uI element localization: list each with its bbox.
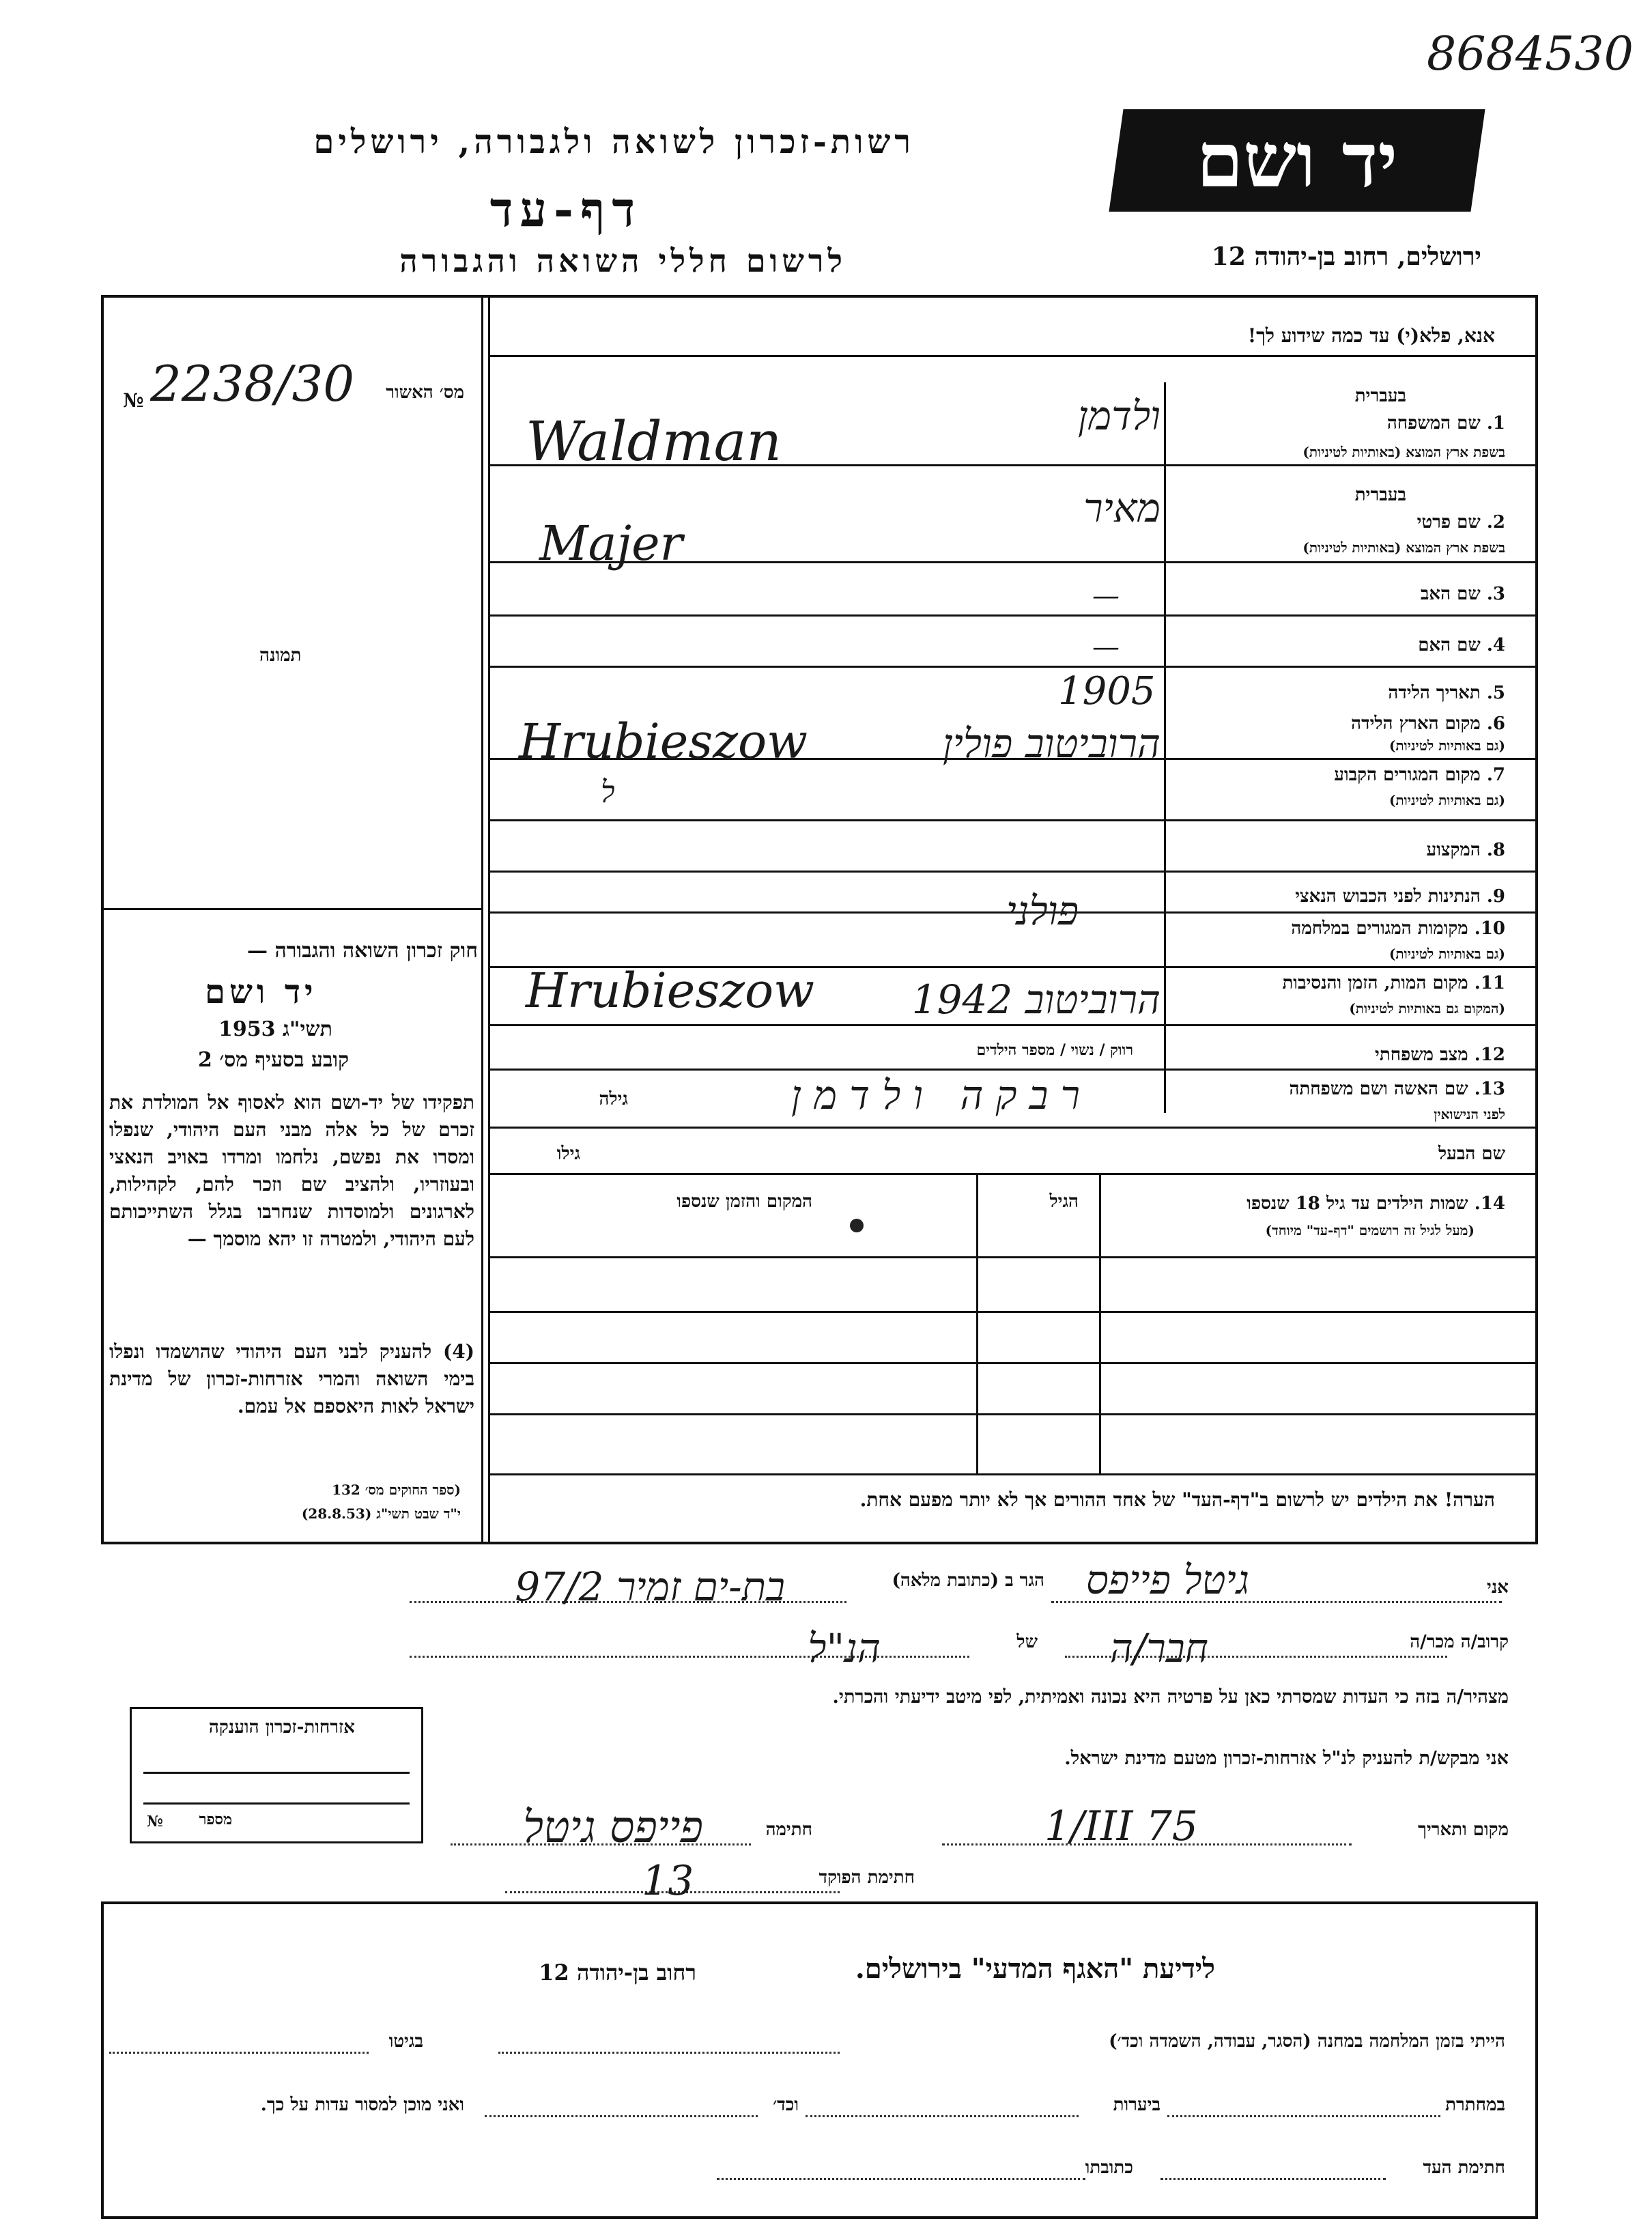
header-address: ירושלים, רחוב בן-יהודה 12 [1211,242,1481,271]
children-note: הערה! את הילדים יש לרשום ב"דף-העד" של אחד ההורים אך לא יותר מפעם אחת. [859,1488,1495,1511]
bottom-address: רחוב בן-יהודה 12 [539,1960,696,1985]
residence: ל [601,775,615,810]
wife-name: רבקה ולדמן [791,1072,1092,1118]
sidebar-text: תפקידו של יד-ושם הוא לאסוף אל המולדת את זכרם של כל אלה מבני העם היהודי, שנפלו ומסרו את נפשם, נלחמו ומרדו באויב הנאצי ובעוזריו, ולהציב שם וזכר להם, לקהילות, לארגונים ולמוסדות שנחרבו בגלל השתייכותם לעם היהודי, ולמטרה זו יהא מוסמך — [109,1091,474,1250]
birth-year: 1905 [1058,669,1156,713]
marital-options: רווק / נשוי / מספר הילדים [976,1041,1133,1059]
field-12-label: 12. מצב משפחתי [1375,1045,1505,1065]
death-hebrew: הרוביטוב 1942 [911,976,1160,1023]
field-5-label: 5. תאריך הלידה [1388,683,1505,703]
signature-label: חתימה [765,1820,812,1840]
bottom-line-2c: וכד׳ [773,2095,799,2115]
field-6-label: 6. מקום הארץ הלידה [1351,713,1505,734]
field-10-sub: (גם באותיות לטיניות) [1388,946,1505,962]
declarant-address: בת-ים זמיר 97/2 [515,1564,785,1610]
bottom-line-1-blank [498,2052,840,2054]
bottom-line-2a: במחתרת [1445,2095,1505,2115]
field-9-label: 9. הנתינות לפני הכבוש הנאצי [1295,886,1505,907]
field-1-sub: בשפת ארץ המוצא (באותיות לטיניות) [1302,444,1505,460]
form-title: דף-עד [489,181,642,238]
logo-text: יד ושם [1196,116,1398,204]
sidebar-year: תשי"ג 1953 [218,1017,332,1041]
request-text: אני מבקש/ת להעניק לנ"ל אזרחות-זכרון מטעם מדינת ישראל. [1064,1748,1509,1769]
age-label-2: גילו [556,1144,580,1164]
field-10-label: 10. מקומות המגורים במלחמה [1291,918,1505,939]
field-7-label: 7. מקום המגורים הקבוע [1334,765,1505,785]
birthplace-latin: Hrubieszow [519,713,808,769]
sidebar-section: קובע בסעיף מס׳ 2 [198,1048,350,1072]
row-line-8 [488,871,1538,873]
citizenship-line-2 [143,1802,410,1805]
citizenship-box-num: מספר [199,1811,232,1828]
declarant-address-label: הגר ב (כתובת מלאה) [892,1570,1044,1591]
field-7-sub: (גם באותיות לטיניות) [1388,792,1505,808]
bottom-line-2b-blank [806,2115,1079,2117]
bottom-line-1b: בגיטו [388,2031,423,2052]
relation-of-line [410,1656,969,1658]
children-place-header: המקום והזמן שנספו [677,1191,812,1212]
relation-of-label: של [1016,1632,1038,1652]
children-col-2 [1099,1173,1101,1473]
cert-label: מס׳ האשור [386,382,464,403]
sidebar-law: חוק זכרון השואה והגבורה — [247,939,478,963]
bottom-title: לידיעת "האגף המדעי" בירושלים. [855,1953,1215,1985]
photo-label: תמונה [259,645,302,666]
firstname-latin: Majer [539,515,683,571]
bottom-line-3a: חתימת העד [1423,2158,1505,2178]
children-row-2 [488,1311,1538,1313]
sidebar-yadvashem: יד ושם [205,973,317,1011]
children-age-header: הגיל [1049,1191,1079,1212]
note-line [488,355,1538,357]
children-row-5 [488,1473,1538,1475]
corner-number: 8684530 [1427,27,1634,81]
field-1-label: 1. שם המשפחה [1386,413,1505,434]
declaration-text: מצהיר/ה בזה כי העדות שמסרתי כאן על פרטיה היא נכונה ואמיתית, לפי מיטב ידיעתי והכרתי. [832,1686,1509,1708]
relation-label: קרוב/ה מכר/ה [1410,1632,1509,1652]
citizenship-box-title: אזרחות-זכרון הוענקה [208,1717,355,1738]
husband-label: שם הבעל [1438,1144,1505,1164]
officer-label: חתימת הפוקד [818,1867,915,1888]
sidebar-divider [481,295,483,1544]
field-2-sub: בשפת ארץ המוצא (באותיות לטיניות) [1302,539,1505,556]
date-value: 1/III 75 [1044,1802,1198,1850]
children-row-4 [488,1413,1538,1415]
field-2-label: 2. שם פרטי [1416,512,1505,533]
sidebar-ref: (ספר החוקים מס׳ 132 [332,1482,461,1498]
birthplace-hebrew: הרוביטוב פולין [942,720,1160,767]
bottom-line-1b-blank [109,2052,369,2054]
field-11-label: 11. מקום המות, הזמן והנסיבות [1282,973,1505,993]
children-row-3 [488,1362,1538,1364]
bottom-line-3a-blank [1160,2178,1386,2180]
bottom-line-2a-blank [1167,2115,1440,2117]
field-6-sub: (גם באותיות לטיניות) [1388,737,1505,754]
children-label: 14. שמות הילדים עד גיל 18 שנספו [1247,1193,1505,1214]
bottom-line-3b: כתובתו [1085,2158,1133,2178]
nationality: פולני [1006,888,1079,934]
children-col-1 [976,1173,978,1473]
citizenship-box-prefix: № [147,1813,163,1830]
declarant-signature: פייפס גיטל [523,1802,703,1853]
row-line-12 [488,1069,1538,1071]
row-line-13 [488,1127,1538,1129]
authority-name: רשות-זכרון לשואה ולגבורה, ירושלים [313,123,915,161]
relation-of-value: הנ"ל [808,1625,881,1671]
row-line-14 [488,1173,1538,1175]
place-date-label: מקום ותאריך [1418,1820,1509,1840]
field-11-sub: (המקום גם באותיות לטיניות) [1349,1000,1505,1017]
field-13-sub: לפני הנישואין [1434,1106,1505,1122]
form-subtitle: לרשום חללי השואה והגבורה [399,242,846,279]
in-hebrew-label-2: בעברית [1354,485,1406,505]
bottom-line-2c-blank [485,2115,758,2117]
firstname-hebrew: מאיר [1083,485,1160,531]
field-label-divider [1164,382,1166,1113]
bottom-line-3b-blank [717,2178,1085,2180]
field-4-label: 4. שם האם [1418,635,1505,655]
sidebar-text-2: (4) להעניק לבני העם היהודי שהושמדו ונפלו בימי השואה והמרי אזרחות-זכרון של מדינת ישראל לאות היאספם אל עמם. [109,1340,474,1417]
photo-box-bottom [101,908,483,910]
mother-name: — [1092,632,1120,663]
sidebar-divider-inner [488,295,490,1544]
cert-prefix: № [123,389,144,412]
bottom-line-2b: ביערות [1113,2095,1160,2115]
children-row-1 [488,1256,1538,1258]
children-sub: (מעל לגיל זה רושמים "דף-עד" מיוחד) [1265,1222,1475,1239]
death-latin: Hrubieszow [526,963,815,1019]
relation-value: חבר/ה [1109,1625,1208,1671]
yad-vashem-logo [1109,109,1485,212]
field-13-label: 13. שם האשה ושם משפחתה [1289,1079,1505,1099]
in-hebrew-label-1: בעברית [1354,386,1406,406]
bottom-line-1: הייתי בזמן המלחמה במחנה (הסגר, עבודה, השמדה וכד׳) [1109,2031,1505,2052]
bottom-line-2d: ואני מוכן למסור עדות על כך. [260,2095,464,2115]
field-3-label: 3. שם האב [1420,584,1505,604]
witness-box [101,1901,1538,2219]
age-label: גילה [599,1089,628,1109]
declarant-name: גיטל פייפס [1085,1557,1249,1603]
ink-dot [850,1219,864,1232]
officer-signature: 13 [642,1857,694,1905]
row-line-7 [488,819,1538,821]
sidebar-ref-2: י"ד שבט תשי"ג (28.8.53) [301,1505,461,1522]
surname-latin: Waldman [526,410,782,473]
citizenship-line-1 [143,1772,410,1774]
surname-hebrew: ולדמן [1077,393,1160,439]
row-line-11 [488,1024,1538,1026]
please-note: אנא, פלא(י) עד כמה שידוע לך! [1247,324,1495,347]
field-8-label: 8. המקצוע [1426,840,1505,860]
row-line-3 [488,614,1538,617]
row-line-4 [488,666,1538,668]
cert-number: 2238/30 [150,355,355,412]
declarant-i-label: אני [1487,1577,1509,1598]
father-name: — [1092,580,1120,612]
